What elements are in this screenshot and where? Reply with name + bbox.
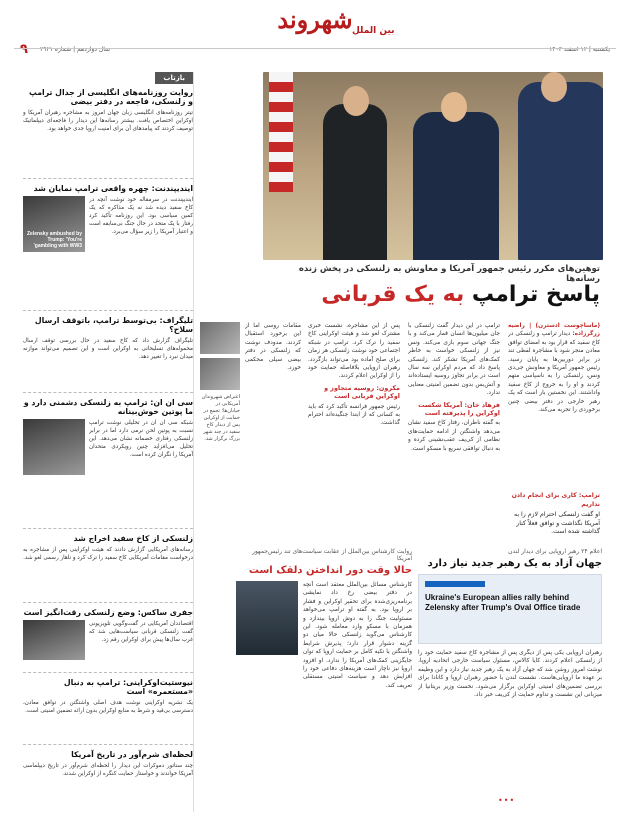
column-3-text: پس از این مشاجره، نشست خبری مشترک لغو شد و هیئت اوکراینی کاخ سفید را ترک کرد. ترامپ در شبکه اجتماعی خود نوشت زلنسکی هر زمان برای صلح آماده بود می‌تواند بازگردد. رهبران اروپایی بلافاصله حمایت خود را از اوکراین اعلام کردند. (308, 323, 400, 380)
sidebar-item (23, 608, 193, 668)
thumbnail-caption: اعتراض شهروندان آمریکایی در خیابان‌ها؛ تجمع در حمایت از اوکراین پس از دیدار کاخ سفید در چند شهر بزرگ برگزار شد. (201, 394, 240, 442)
main-story-column-3 (308, 322, 400, 540)
section-label: بین الملل (352, 26, 395, 36)
photo-head-center (441, 92, 467, 122)
headline-part-1: پاسخ ترامپ (471, 282, 600, 307)
photo-head-left (343, 86, 369, 116)
story-title: حالا وقت دور انداختن دلقک است (248, 565, 412, 576)
main-story-column-1 (508, 322, 600, 490)
sidebar-divider (23, 672, 193, 673)
expert-analysis-story (236, 548, 412, 808)
sidebar-item (23, 316, 193, 395)
column-4-text: مقامات روسی اما از این برخورد استقبال کردند. مدودف نوشت که زلنسکی در دفتر بیضی سیلی محکمی خورد. (245, 323, 301, 372)
cover-headline: Zelensky ambushed by Trump: 'You're gambling with WW3' (26, 231, 82, 249)
quote-title: ترامپ: کاری برای انجام دادن نداریم (511, 492, 600, 508)
page-number: ۹ (20, 42, 28, 57)
thumbnail-image-1 (200, 322, 240, 354)
date-info: یکشنبه | ۱۲ اسفند ۱۴۰۳ (549, 46, 610, 53)
sidebar-tab: بازتاب (155, 72, 193, 84)
sidebar-item-title: زلنسکی از کاخ سفید اخراج شد (73, 534, 193, 543)
story-kicker: روایت کارشناس بین‌الملل از عقابت سیاست‌های تند رئیس‌جمهور آمریکا (252, 548, 412, 562)
sidebar-item-body: شبکه سی ان ان در تحلیلی نوشت ترامپ نسبت به پوتین لحن نرمی دارد اما در برابر زلنسکی رفتاری خصمانه نشان می‌دهد. این تحلیل می‌افزاید چنین رویکردی متحدان آمریکا را نگران کرده است. (89, 420, 193, 458)
image-brand-bar (425, 581, 485, 587)
news-screenshot-image (418, 574, 602, 644)
page-header (0, 0, 630, 60)
sidebar-item (23, 88, 193, 175)
sidebar-item-title: روایت روزنامه‌های انگلیسی از جدال ترامپ و زلنسکی، فاجعه در دفتر بیضی (28, 88, 193, 106)
main-story-subtitle: توهین‌های مکرر رئیس جمهور آمریکا و معاونش به زلنسکی در پخش زنده رسانه‌ها (298, 264, 600, 284)
story-kicker: اعلام ۲۴ رهبر اروپایی برای دیدار لندن (508, 548, 602, 555)
sidebar-divider (23, 528, 193, 529)
sidebar-reflections (16, 72, 194, 812)
photo-flag (269, 72, 293, 192)
main-story-photo (263, 72, 603, 260)
sidebar-item-title: سی ان ان: ترامپ به زلنسکی دشمنی دارد و ما پوتین خوش‌بینانه (23, 398, 193, 416)
quote-body: او گفت زلنسکی احترام لازم را به آمریکا نگذاشت و توافق فعلاً کنار گذاشته شده است. (514, 511, 600, 536)
edition-info: سال دوازدهم | شماره ۲۹۲۱ (40, 46, 111, 53)
sidebar-item (23, 750, 193, 806)
sidebar-item-body: رسانه‌های آمریکایی گزارش دادند که هیئت اوکراینی پس از مشاجره به درخواست مقامات آمریکایی کاخ سفید را ترک کرد و ناهار رسمی لغو شد. (23, 547, 193, 561)
photo-person-right (518, 82, 603, 260)
expert-portrait (236, 581, 298, 655)
column-2-text: ترامپ در این دیدار گفت زلنسکی با جان میلیون‌ها انسان قمار می‌کند و با جنگ جهانی سوم بازی می‌کند. ونس نیز از زلنسکی خواست به خاطر کمک‌های آمریکا تشکر کند. زلنسکی پاسخ داد که مردم اوکراین سه سال است در برابر تجاوز روسیه ایستاده‌اند و آتش‌بس بدون تضمین امنیتی معنایی ندارد. (408, 323, 500, 397)
sidebar-item-body: یک نشریه اوکراینی نوشت هدف اصلی واشنگتن در توافق معادن، دسترسی بی‌قید و شرط به منابع اوکراین بدون ارائه تضمین امنیتی است. (23, 700, 193, 714)
sidebar-item-title: تلیگراف: بی‌توسط ترامپ، باتوقف ارسال سلاح؟ (34, 316, 193, 334)
column-2-subheading: فرهاد خان: آمریکا شکست اوکراین را پذیرفته است (418, 400, 500, 418)
photo-person-center (413, 112, 499, 260)
sidebar-item-title: لحظه‌ای شرم‌آور در تاریخ آمریکا (71, 750, 193, 759)
quote-block (508, 492, 600, 537)
column-3-subheading: مکرون: روسیه متجاوز و اوکراین قربانی است (324, 383, 400, 401)
main-story-column-2 (408, 322, 500, 540)
sidebar-item-body: اقتصاددان آمریکایی در گفت‌وگویی تلویزیونی گفت زلنسکی قربانی سیاست‌هایی شد که غرب سال‌ها پیش برای اوکراین رقم زد. (89, 621, 193, 643)
story-body: کارشناس مسائل بین‌الملل معتقد است آنچه در دفتر بیضی رخ داد نمایشی برنامه‌ریزی‌شده برای تحقیر اوکراین و فشار بر اروپا بود. به گفته او ترامپ می‌خواهد مسئولیت جنگ را به دوش اروپا بیندازد و همزمان با مسکو وارد معامله شود. این کارشناس می‌گوید زلنسکی حالا میان دو گزینه دشوار قرار دارد؛ پذیرش شرایط واشنگتن یا تکیه کامل بر حمایت اروپا که توان جایگزینی کمک‌های آمریکا را ندارد. او افزود اروپا نیز ناچار است هزینه‌های دفاعی خود را افزایش دهد و سیاست امنیتی مستقلی تعریف کند. (303, 582, 412, 689)
sidebar-item (23, 398, 193, 529)
sidebar-item (23, 184, 193, 306)
sidebar-item-title: نیوستیت‌اوکراینی: ترامپ به دنبال «مستعمره» است (63, 678, 193, 696)
end-mark: ••• (498, 796, 516, 805)
europe-leaders-story (418, 548, 602, 808)
thumbnail-image-2 (200, 358, 240, 390)
newspaper-clipping-image (23, 419, 85, 475)
sidebar-item-body: چند سناتور دموکرات این دیدار را لحظه‌ای شرم‌آور در تاریخ دیپلماسی آمریکا خواندند و خواستار حمایت کنگره از اوکراین شدند. (23, 763, 193, 777)
sidebar-divider (23, 178, 193, 179)
main-story-column-4 (245, 322, 301, 540)
story-title: جهان آزاد به یک رهبر جدید نیاز دارد (427, 558, 602, 569)
sidebar-divider (23, 392, 193, 393)
sidebar-divider (23, 744, 193, 745)
thumbnail-column (200, 322, 240, 454)
column-3-more: رئیس جمهور فرانسه تأکید کرد که باید به کسانی که از ابتدا جنگیده‌اند احترام گذاشت. (308, 403, 400, 427)
sidebar-item-body: ایندیپندنت در سرمقاله خود نوشت آنچه در کاخ سفید دیده شد نه یک مذاکره که یک کمین سیاسی بود. این روزنامه تأکید کرد رفتار با یک متحد در حال جنگ بی‌سابقه است و اعتبار آمریکا را زیر سؤال می‌برد. (89, 197, 193, 235)
sidebar-item-title: ایندیپندنت: چهره واقعی ترامپ نمایان شد (33, 184, 193, 193)
main-story-headline (300, 282, 600, 307)
sidebar-item-title: جفری ساکس: وضع زلنسکی رقت‌انگیز است (23, 608, 193, 617)
byline: (ماساچوست ادسترن) | راضیه زرگرزاده: (508, 323, 600, 338)
newspaper-cover-image (23, 196, 85, 252)
header-rule (14, 48, 616, 49)
newspaper-logo: شهروند (277, 5, 353, 34)
sidebar-item-body: تیتر روزنامه‌های انگلیسی زبان جهان امروز به مشاجره رهبران آمریکا و اوکراین اختصاص یافت. بیشتر رسانه‌ها این دیدار را فاجعه‌ای دیپلماتیک توصیف کردند که پیامدهای آن برای امنیت اروپا جدی خواهد بود. (23, 110, 193, 132)
headline-part-2: به یک قربانی (321, 282, 465, 307)
sidebar-item (23, 678, 193, 749)
masthead (250, 5, 395, 44)
sidebar-divider (23, 310, 193, 311)
image-headline: Ukraine's European allies rally behind Zelensky after Trump's Oval Office tirade (425, 593, 581, 612)
sidebar-divider (23, 602, 193, 603)
column-2-more: به گفته ناظران، رفتار کاخ سفید نشان می‌دهد واشنگتن از ادامه حمایت‌های نظامی از کی‌یف عقب‌نشینی کرده و به دنبال توافقی سریع با مسکو است. (408, 420, 500, 452)
photo-person-left (323, 104, 387, 260)
photo-head-right (541, 72, 567, 102)
story-body: رهبران اروپایی یکی پس از دیگری پس از مشاجره کاخ سفید حمایت خود را از زلنسکی اعلام کردند. کایا کالاس، مسئول سیاست خارجی اتحادیه اروپا، نوشت امروز روشن شد که جهان آزاد به یک رهبر جدید نیاز دارد و این وظیفه بر عهده ما اروپایی‌هاست. نشست لندن با حضور رهبران اروپا و کانادا برای بررسی تضمین‌های امنیتی اوکراین برگزار می‌شود. نخست وزیر بریتانیا از میزبانی این نشست و تداوم حمایت از کی‌یف خبر داد. (418, 650, 602, 699)
portrait-image (23, 620, 85, 660)
column-1-text: دیدار ترامپ و زلنسکی در کاخ سفید که قرار بود به امضای توافق معادن منجر شود با مشاجره لفظی تند در برابر دوربین‌ها به پایان رسید. رئیس جمهور آمریکا و معاونش جی‌دی ونس، زلنسکی را به ناسپاسی متهم کردند و او را به خروج از کاخ سفید واداشتند. این نخستین بار است که یک رهبر خارجی در دفتر بیضی چنین برخوردی را تجربه می‌کند. (508, 331, 600, 414)
sidebar-item (23, 534, 193, 596)
sidebar-item-body: تلیگراف گزارش داد که کاخ سفید در حال بررسی توقف ارسال محموله‌های تسلیحاتی به اوکراین است و این تصمیم می‌تواند موازنه میدان نبرد را تغییر دهد. (23, 338, 193, 360)
